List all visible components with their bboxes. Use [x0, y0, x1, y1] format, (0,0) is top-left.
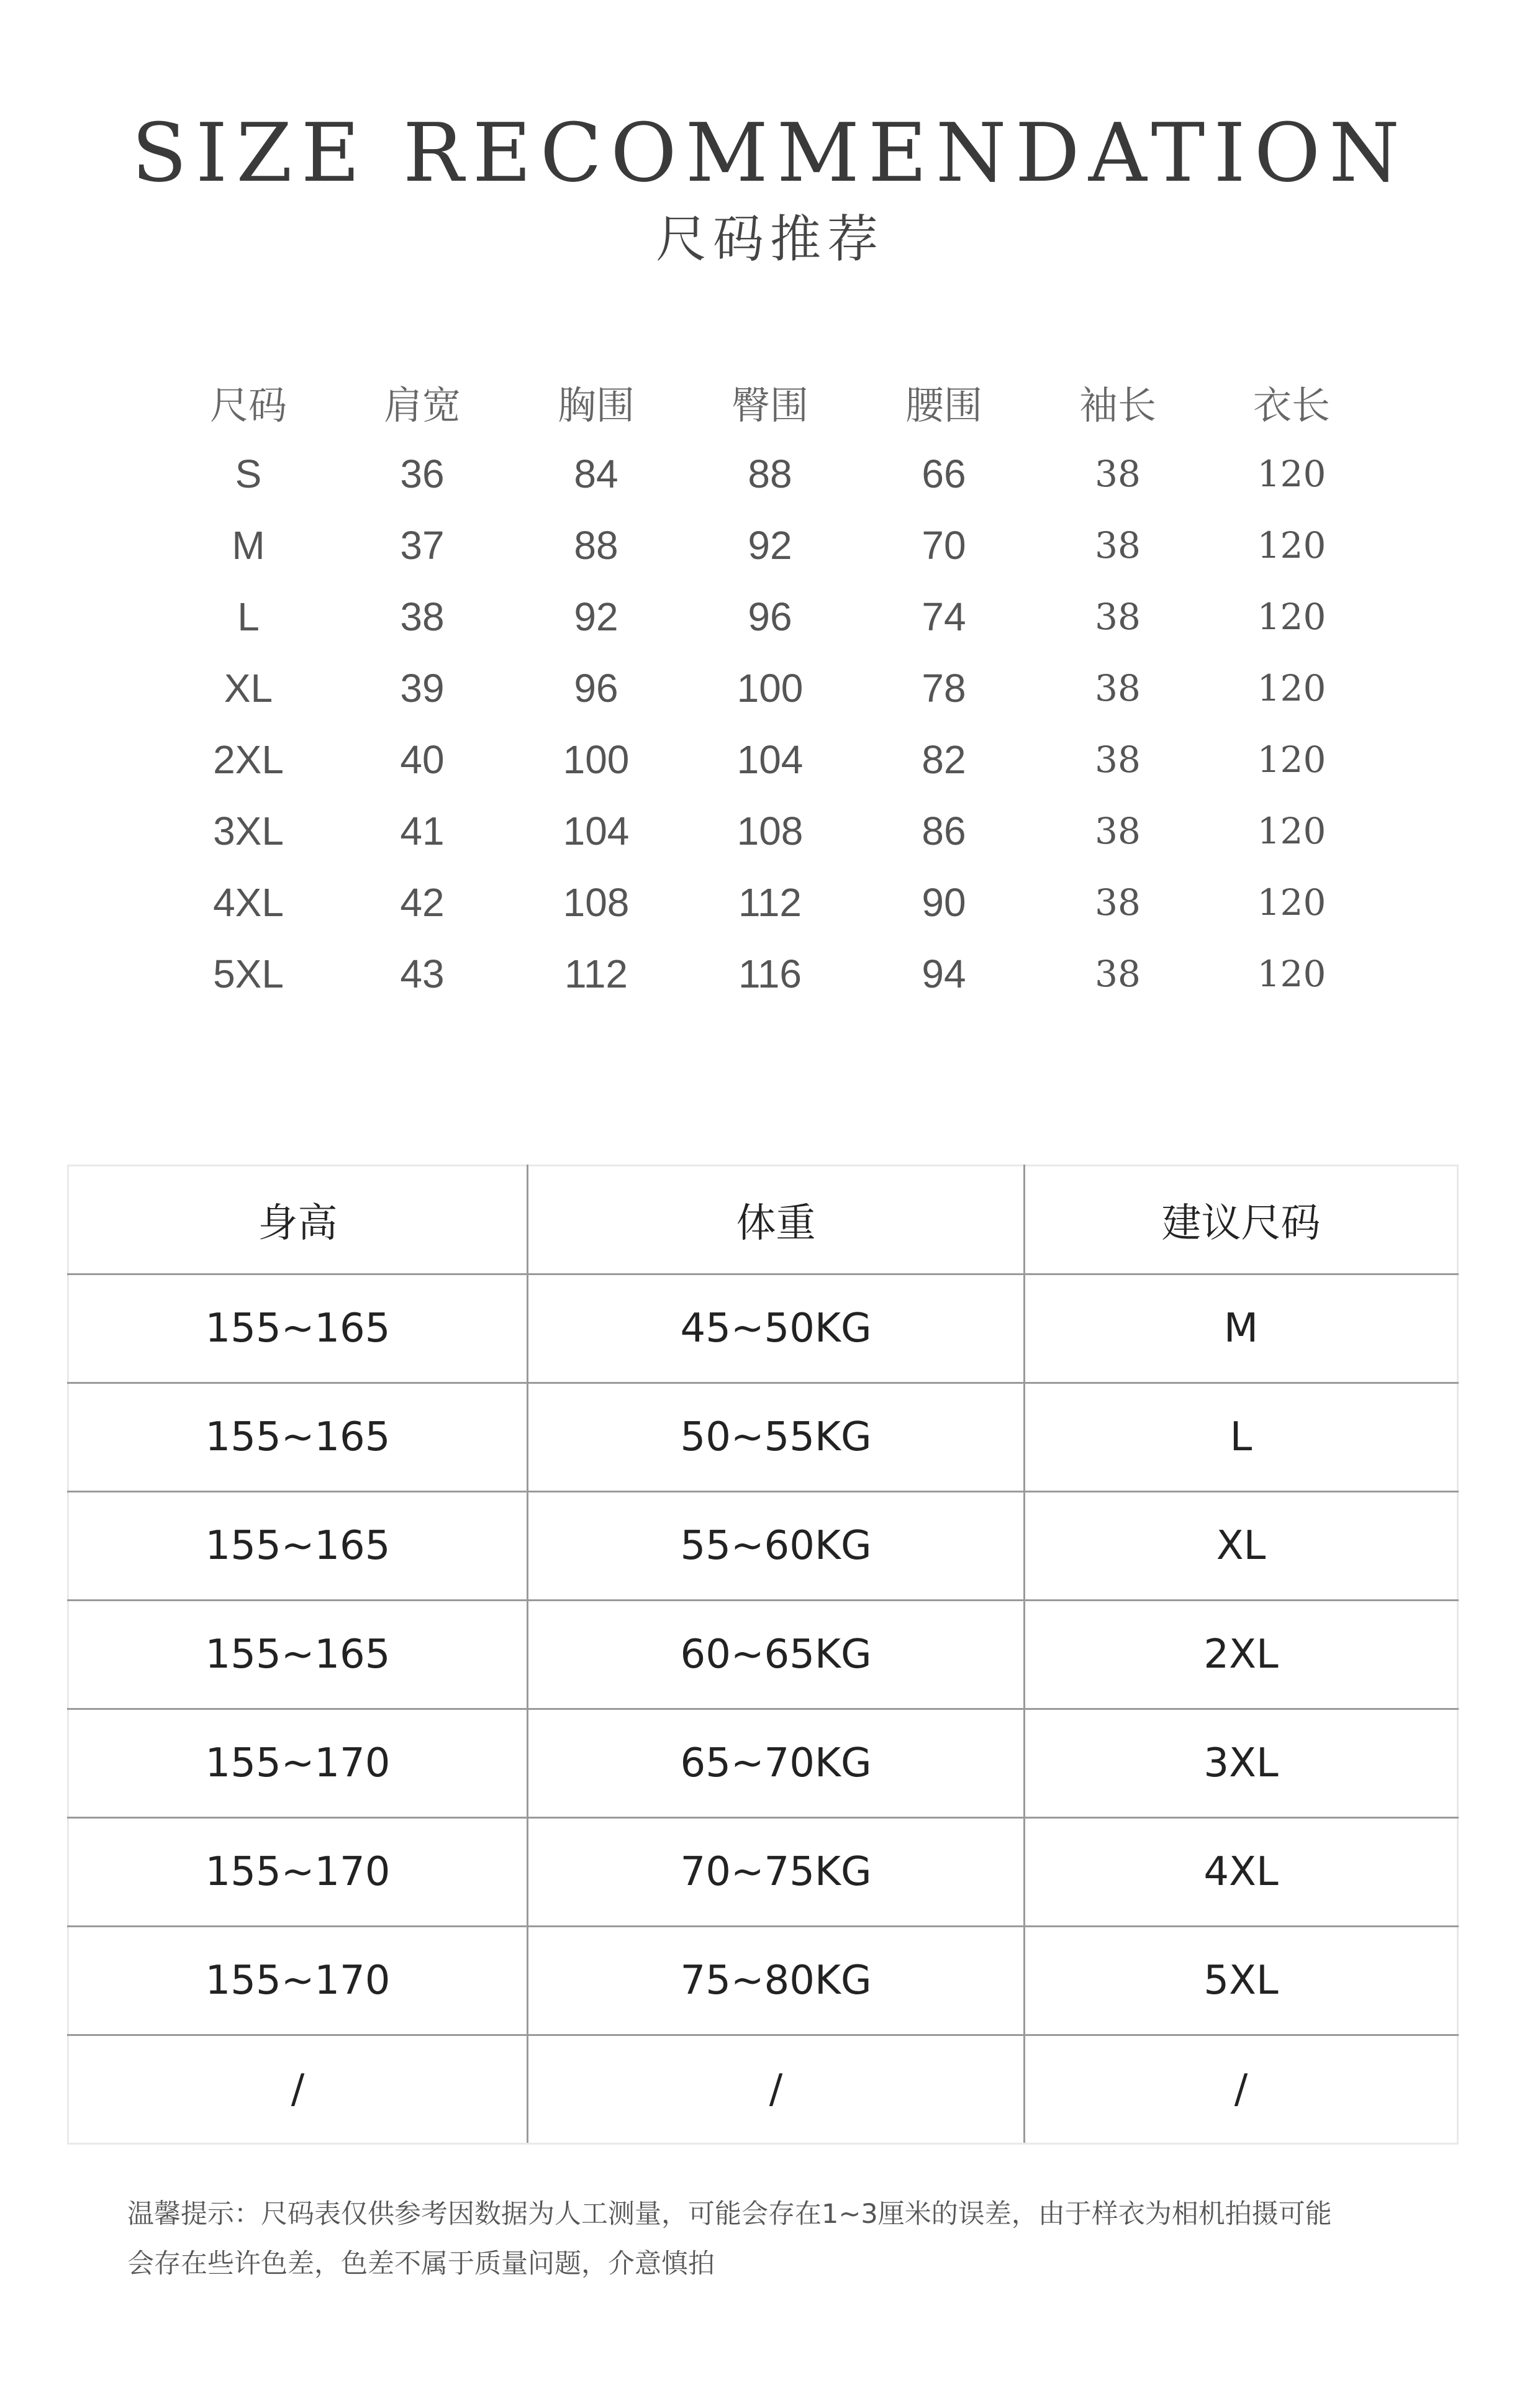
size-chart-header-cell: 腰围	[905, 383, 982, 428]
recommendation-cell: 155~165	[68, 1383, 528, 1492]
recommendation-cell: 155~165	[68, 1274, 528, 1383]
size-recommendation-table	[67, 1165, 1459, 2145]
size-chart-cell: 116	[738, 951, 802, 996]
size-chart-cell: M	[232, 522, 265, 568]
size-chart-cell: 120	[1257, 952, 1326, 995]
recommendation-cell: 70~75KG	[528, 1818, 1025, 1927]
recommendation-header-row	[68, 1166, 1458, 1274]
size-chart-cell: L	[237, 594, 260, 639]
size-chart-cell: 112	[738, 879, 802, 925]
size-chart-cell: XL	[224, 665, 273, 711]
recommendation-cell: 4XL	[1025, 1818, 1458, 1927]
size-chart-cell: 92	[574, 594, 618, 639]
recommendation-cell: 155~165	[68, 1601, 528, 1709]
size-chart-cell: 38	[1095, 595, 1141, 638]
size-chart-cell: 38	[1095, 452, 1141, 495]
size-chart-cell: 96	[574, 665, 618, 711]
recommendation-cell: 155~170	[68, 1818, 528, 1927]
recommendation-cell: M	[1025, 1274, 1458, 1383]
size-chart-row	[161, 866, 1379, 938]
recommendation-cell: 45~50KG	[528, 1274, 1025, 1383]
recommendation-header-cell: 体重	[528, 1166, 1025, 1274]
tip-note-line: 会存在些许色差，色差不属于质量问题，介意慎拍	[127, 2248, 715, 2279]
recommendation-cell: 50~55KG	[528, 1383, 1025, 1492]
size-chart-cell: 41	[400, 808, 445, 853]
size-chart-cell: 120	[1257, 666, 1326, 709]
page-title: SIZE RECOMMENDATION	[131, 106, 1409, 200]
size-chart-cell: 3XL	[213, 808, 284, 853]
size-chart-cell: 74	[922, 594, 966, 639]
size-chart-cell: 38	[1095, 738, 1141, 781]
recommendation-cell: XL	[1025, 1492, 1458, 1601]
table-row	[68, 1274, 1458, 1383]
size-chart-cell: 38	[1095, 881, 1141, 924]
size-chart-cell: 38	[1095, 952, 1141, 995]
recommendation-cell: L	[1025, 1383, 1458, 1492]
size-chart-cell: 42	[400, 879, 445, 925]
table-row	[68, 1383, 1458, 1492]
size-chart-cell: 120	[1257, 809, 1326, 852]
size-chart-cell: 70	[922, 522, 966, 568]
tip-note-line: 温馨提示：尺码表仅供参考因数据为人工测量，可能会存在1~3厘米的误差，由于样衣为相机拍摄可能	[127, 2199, 1332, 2230]
size-chart	[161, 366, 1379, 1009]
recommendation-cell: 155~170	[68, 1927, 528, 2035]
size-chart-cell: 94	[922, 951, 966, 996]
size-chart-cell: 108	[563, 879, 630, 925]
page-subtitle: 尺码推荐	[655, 210, 884, 269]
size-chart-cell: 2XL	[213, 737, 284, 782]
size-chart-header	[161, 366, 1379, 438]
size-chart-cell: 92	[748, 522, 792, 568]
recommendation-cell: 75~80KG	[528, 1927, 1025, 2035]
size-chart-row	[161, 509, 1379, 581]
recommendation-cell: /	[68, 2035, 528, 2144]
table-row	[68, 2035, 1458, 2144]
recommendation-cell: 65~70KG	[528, 1709, 1025, 1818]
recommendation-cell: /	[528, 2035, 1025, 2144]
recommendation-cell: 3XL	[1025, 1709, 1458, 1818]
size-chart-row	[161, 795, 1379, 866]
recommendation-cell: 2XL	[1025, 1601, 1458, 1709]
recommendation-header-cell: 身高	[68, 1166, 528, 1274]
size-chart-cell: 90	[922, 879, 966, 925]
size-chart-cell: 88	[748, 451, 792, 496]
size-chart-row	[161, 652, 1379, 724]
size-chart-cell: 38	[1095, 809, 1141, 852]
size-chart-cell: S	[235, 451, 262, 496]
table-row	[68, 1927, 1458, 2035]
size-chart-cell: 38	[400, 594, 445, 639]
size-chart-header-cell: 衣长	[1252, 383, 1330, 428]
size-chart-cell: 120	[1257, 881, 1326, 924]
size-chart-cell: 120	[1257, 595, 1326, 638]
size-chart-header-cell: 胸围	[557, 383, 635, 428]
size-chart-row	[161, 438, 1379, 509]
recommendation-cell: /	[1025, 2035, 1458, 2144]
size-chart-cell: 4XL	[213, 879, 284, 925]
size-chart-cell: 38	[1095, 524, 1141, 566]
size-chart-cell: 5XL	[213, 951, 284, 996]
recommendation-cell: 60~65KG	[528, 1601, 1025, 1709]
size-chart-row	[161, 938, 1379, 1009]
size-chart-cell: 40	[400, 737, 445, 782]
recommendation-cell: 55~60KG	[528, 1492, 1025, 1601]
size-chart-cell: 82	[922, 737, 966, 782]
table-row	[68, 1492, 1458, 1601]
size-chart-header-cell: 臀围	[731, 383, 808, 428]
size-chart-header-cell: 肩宽	[383, 383, 461, 428]
size-chart-cell: 120	[1257, 738, 1326, 781]
size-chart-cell: 112	[564, 951, 628, 996]
size-chart-cell: 43	[400, 951, 445, 996]
recommendation-cell: 155~170	[68, 1709, 528, 1818]
size-chart-cell: 78	[922, 665, 966, 711]
size-chart-row	[161, 724, 1379, 795]
size-chart-cell: 104	[563, 808, 630, 853]
size-chart-cell: 104	[736, 737, 804, 782]
size-chart-cell: 86	[922, 808, 966, 853]
size-chart-cell: 66	[922, 451, 966, 496]
size-chart-header-cell: 尺码	[209, 383, 287, 428]
size-chart-cell: 96	[748, 594, 792, 639]
size-chart-cell: 39	[400, 665, 445, 711]
tip-note	[127, 2189, 1419, 2289]
size-chart-cell: 120	[1257, 524, 1326, 566]
size-chart-cell: 38	[1095, 666, 1141, 709]
size-chart-cell: 36	[400, 451, 445, 496]
table-row	[68, 1601, 1458, 1709]
size-chart-header-cell: 袖长	[1079, 383, 1156, 428]
size-chart-row	[161, 581, 1379, 652]
size-chart-cell: 88	[574, 522, 618, 568]
size-chart-cell: 100	[563, 737, 630, 782]
size-chart-cell: 120	[1257, 452, 1326, 495]
table-row	[68, 1709, 1458, 1818]
recommendation-cell: 155~165	[68, 1492, 528, 1601]
recommendation-cell: 5XL	[1025, 1927, 1458, 2035]
size-chart-cell: 37	[400, 522, 445, 568]
recommendation-header-cell: 建议尺码	[1025, 1166, 1458, 1274]
table-row	[68, 1818, 1458, 1927]
size-chart-cell: 100	[736, 665, 804, 711]
size-chart-cell: 108	[736, 808, 804, 853]
size-chart-cell: 84	[574, 451, 618, 496]
